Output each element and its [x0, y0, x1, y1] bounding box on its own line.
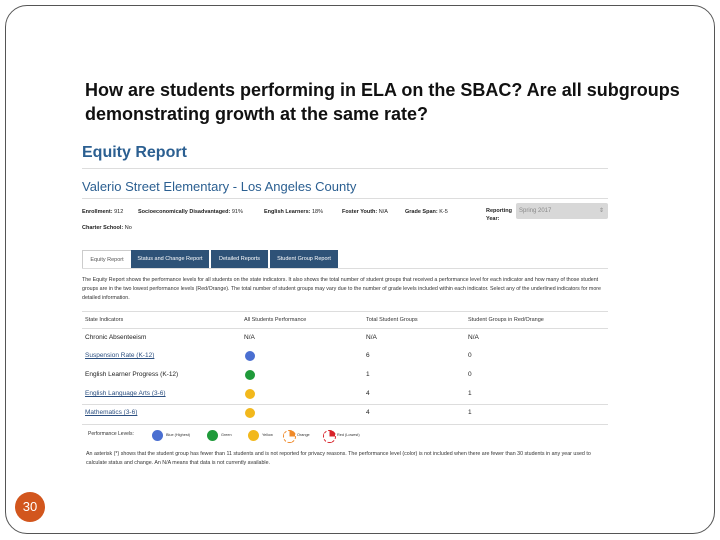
red-orange-groups: N/A [468, 334, 479, 341]
legend-label: Yellow [262, 433, 273, 437]
tab-baseline [82, 268, 608, 269]
report-description: The Equity Report shows the performance levels for all students on the state indicators. It also shows the total number of student groups that received a performance level for each indicator and how many of those student groups are in the two lowest performance levels (Red/Orange). The total number of student groups may vary due to the number of grade levels included within each indicator. Select any of the underlined indicators for more detailed information. [82, 277, 601, 301]
col-header: All Students Performance [244, 317, 307, 323]
reporting-year-select[interactable]: Spring 2017 ⇕ [516, 203, 608, 219]
school-name: Valerio Street Elementary - Los Angeles County [82, 179, 357, 194]
indicator-link[interactable]: English Language Arts (3-6) [85, 390, 166, 397]
foster-youth: Foster Youth: N/A [342, 209, 388, 215]
total-groups: 1 [366, 371, 370, 378]
page-number: 30 [15, 492, 45, 522]
col-header: Total Student Groups [366, 317, 418, 323]
tab-detailed-reports[interactable]: Detailed Reports [211, 250, 268, 268]
col-header: Student Groups in Red/Orange [468, 317, 544, 323]
enrollment: Enrollment: 912 [82, 209, 124, 215]
total-groups: 4 [366, 390, 370, 397]
socio-disadvantaged: Socioeconomically Disadvantaged: 91% [138, 209, 243, 215]
indicator-label: Chronic Absenteeism [85, 334, 147, 341]
select-arrows-icon: ⇕ [598, 208, 604, 214]
col-header: State Indicators [85, 317, 124, 323]
tab-equity-report[interactable]: Equity Report [82, 250, 132, 269]
slide-question: How are students performing in ELA on the SBAC? Are all subgroups demonstrating growth at the same rate? [85, 80, 680, 124]
indicator-link[interactable]: Suspension Rate (K-12) [85, 352, 155, 359]
red-orange-groups: 0 [468, 371, 472, 378]
divider [82, 424, 608, 425]
charter-school: Charter School: No [82, 225, 132, 231]
tab-status-change[interactable]: Status and Change Report [131, 250, 209, 268]
indicator-link[interactable]: Mathematics (3-6) [85, 409, 138, 416]
divider [82, 168, 608, 169]
performance-yellow-icon [245, 408, 255, 418]
legend-label: Performance Levels: [88, 431, 134, 437]
performance-yellow-icon [245, 389, 255, 399]
footnote: An asterisk (*) shows that the student group has fewer than 11 students and is not reported for privacy reasons. The performance level (color) is not included when there are fewer than 30 students in any year used to calculate status and change. An N/A means that data is not currently available. [86, 451, 591, 466]
total-groups: N/A [366, 334, 377, 341]
total-groups: 4 [366, 409, 370, 416]
performance-value: N/A [244, 334, 255, 341]
divider [82, 328, 608, 329]
performance-green-icon [245, 370, 255, 380]
legend-green-icon [207, 430, 218, 441]
performance-blue-icon [245, 351, 255, 361]
legend-orange-icon [283, 430, 296, 443]
legend-label: Green [221, 433, 232, 437]
legend-label: Orange [297, 433, 310, 437]
reporting-year-label: Reporting Year: [486, 208, 512, 222]
legend-blue-icon [152, 430, 163, 441]
divider [82, 404, 608, 405]
report-title: Equity Report [82, 144, 187, 161]
divider [82, 198, 608, 199]
tab-student-group[interactable]: Student Group Report [270, 250, 338, 268]
grade-span: Grade Span: K-5 [405, 209, 448, 215]
legend-label: Red (Lowest) [337, 433, 360, 437]
english-learners: English Learners: 18% [264, 209, 324, 215]
total-groups: 6 [366, 352, 370, 359]
red-orange-groups: 0 [468, 352, 472, 359]
legend-red-icon [323, 430, 336, 443]
red-orange-groups: 1 [468, 409, 472, 416]
indicator-label: English Learner Progress (K-12) [85, 371, 179, 378]
legend-label: Blue (Highest) [166, 433, 191, 437]
legend-yellow-icon [248, 430, 259, 441]
divider [82, 311, 608, 312]
red-orange-groups: 1 [468, 390, 472, 397]
